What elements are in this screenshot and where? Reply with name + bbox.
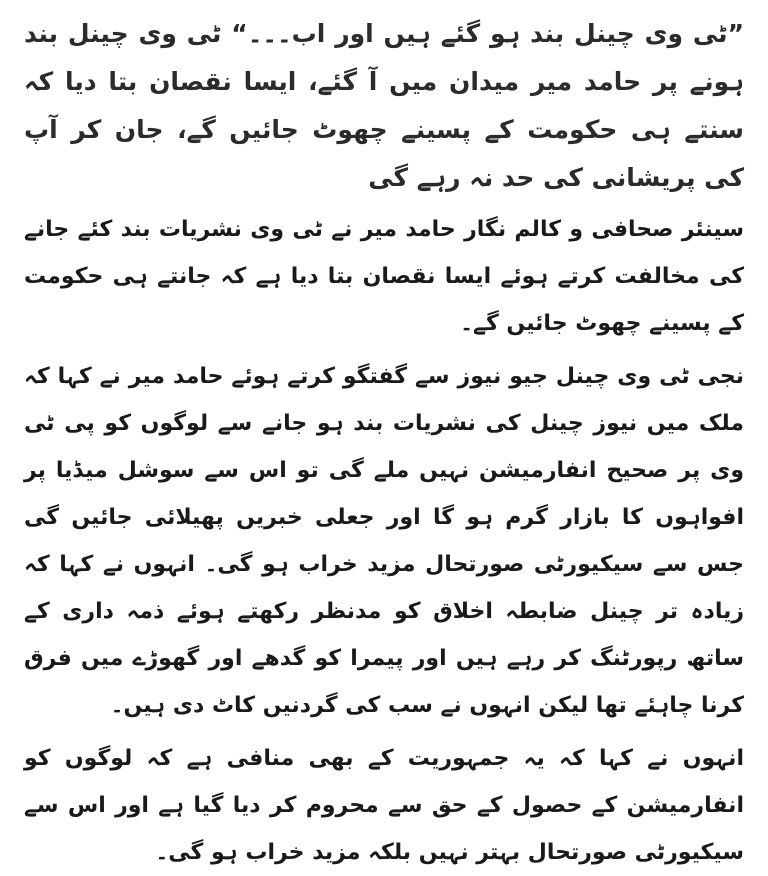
article-headline: ”ٹی وی چینل بند ہو گئے ہیں اور اب۔۔۔“ ٹی وی چینل بند ہونے پر حامد میر میدان میں آ گئے، ایسا نقصان بتا دیا کہ سنتے ہی حکومت کے پسینے چھوٹ جائیں گے، جان کر آپ کی پریشانی کی حد نہ رہے گی xyxy=(24,19,744,192)
article-paragraph-2: نجی ٹی وی چینل جیو نیوز سے گفتگو کرتے ہوئے حامد میر نے کہا کہ ملک میں نیوز چینل کی نشریات بند ہو جانے سے لوگوں کو پی ٹی وی پر صحیح انفارمیشن نہیں ملے گی تو اس سے سوشل میڈیا پر افواہوں کا بازار گرم ہو گا اور جعلی خبریں پھیلائی جائیں گی جس سے سیکیورٹی صورتحال مزید خراب ہو گی۔ انہوں نے کہا کہ زیادہ تر چینل ضابطہ اخلاق کو مدنظر رکھتے ہوئے ذمہ داری کے ساتھ رپورٹنگ کر رہے ہیں اور پیمرا کو گدھے اور گھوڑے میں فرق کرنا چاہئے تھا لیکن انہوں نے سب کی گردنیں کاٹ دی ہیں۔ xyxy=(24,364,744,718)
article-paragraph-1: سینئر صحافی و کالم نگار حامد میر نے ٹی وی نشریات بند کئے جانے کی مخالفت کرتے ہوئے ایسا نقصان بتا دیا ہے کہ جانتے ہی حکومت کے پسینے چھوٹ جائیں گے۔ xyxy=(24,217,744,336)
article-paragraph-3: انہوں نے کہا کہ یہ جمہوریت کے بھی منافی ہے کہ لوگوں کو انفارمیشن کے حصول کے حق سے محروم کر دیا گیا ہے اور اس سے سیکیورٹی صورتحال بہتر نہیں بلکہ مزید خراب ہو گی۔ xyxy=(24,746,744,865)
